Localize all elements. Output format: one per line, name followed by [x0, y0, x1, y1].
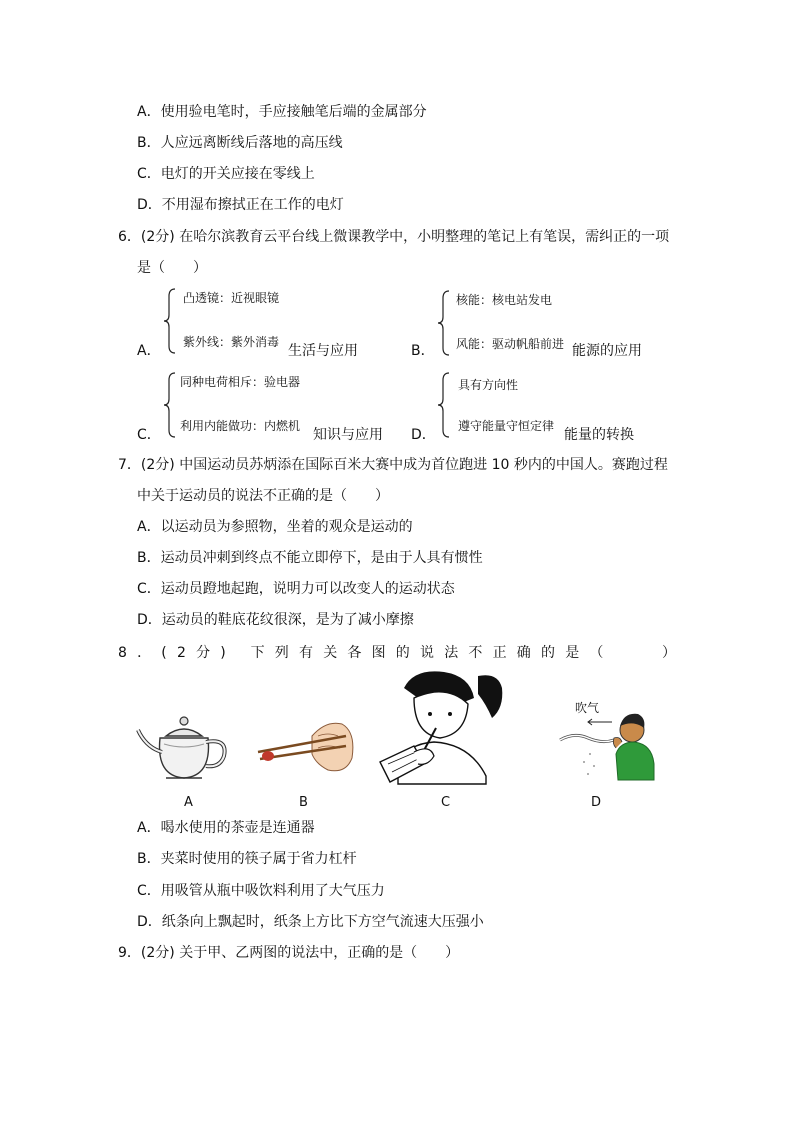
- figure-caption-b: B: [299, 795, 308, 810]
- boy-blowing-icon: [554, 700, 658, 784]
- q6-option-b-item2: 风能：驱动帆船前进: [456, 337, 565, 351]
- brace-icon: [437, 290, 451, 356]
- girl-drinking-icon: [374, 668, 510, 788]
- q7-stem-line1: 7．(2分) 中国运动员苏炳添在国际百米大赛中成为首位跑进 10 秒内的中国人。赛跑过程: [118, 457, 668, 473]
- q6-option-c-label: C．: [137, 427, 161, 443]
- q8-option-b: B．夹菜时使用的筷子属于省力杠杆: [137, 851, 357, 867]
- figure-caption-c: C: [441, 795, 451, 810]
- q8-option-c: C．用吸管从瓶中吸饮料利用了大气压力: [137, 883, 385, 899]
- q7-option-a: A．以运动员为参照物，坐着的观众是运动的: [137, 519, 413, 535]
- q7-option-d: D．运动员的鞋底花纹很深，是为了减小摩擦: [137, 612, 414, 628]
- brace-icon: [163, 372, 177, 438]
- q6-option-d-label: D．: [411, 427, 436, 443]
- q8-option-a: A．喝水使用的茶壶是连通器: [137, 820, 315, 836]
- q6-option-a-topic: 生活与应用: [288, 343, 358, 359]
- q6-option-c-topic: 知识与应用: [313, 427, 383, 443]
- teapot-icon: [136, 708, 232, 784]
- q6-option-d-topic: 能量的转换: [564, 427, 634, 443]
- figure-caption-d: D: [591, 795, 602, 810]
- brace-icon: [163, 288, 177, 354]
- q6-option-b-item1: 核能：核电站发电: [456, 293, 553, 307]
- brace-icon: [437, 372, 451, 438]
- q6-option-d-item1: 具有方向性: [458, 378, 519, 392]
- q6-option-d-item2: 遵守能量守恒定律: [458, 419, 555, 433]
- q9-stem: 9．(2分) 关于甲、乙两图的说法中，正确的是（ ）: [118, 945, 460, 961]
- q6-option-b-topic: 能源的应用: [572, 343, 642, 359]
- q7-stem-line2: 中关于运动员的说法不正确的是（ ）: [137, 488, 389, 504]
- q8-stem: 8．(2分) 下列有关各图的说法不正确的是（ ）: [118, 645, 687, 661]
- q8-option-d: D．纸条向上飘起时，纸条上方比下方空气流速大压强小: [137, 914, 484, 930]
- q6-option-b-label: B．: [411, 343, 435, 359]
- q5-option-b: B．人应远离断线后落地的高压线: [137, 135, 343, 151]
- q6-option-c-item1: 同种电荷相斥：验电器: [180, 375, 301, 389]
- q6-option-a-label: A．: [137, 343, 161, 359]
- q6-option-a-item1: 凸透镜：近视眼镜: [183, 291, 280, 305]
- q6-option-a-item2: 紫外线：紫外消毒: [183, 335, 280, 349]
- q7-option-c: C．运动员蹬地起跑，说明力可以改变人的运动状态: [137, 581, 455, 597]
- blow-label: 吹气: [575, 701, 600, 715]
- q6-option-c-item2: 利用内能做功：内燃机: [180, 419, 301, 433]
- q6-stem-line1: 6．(2分) 在哈尔滨教育云平台线上微课教学中，小明整理的笔记上有笔误，需纠正的一项: [118, 229, 670, 245]
- q6-stem-line2: 是（ ）: [137, 260, 207, 276]
- figure-caption-a: A: [184, 795, 193, 810]
- q7-option-b: B．运动员冲刺到终点不能立即停下，是由于人具有惯性: [137, 550, 483, 566]
- chopsticks-icon: [256, 714, 356, 776]
- q5-option-a: A．使用验电笔时，手应接触笔后端的金属部分: [137, 104, 427, 120]
- q5-option-c: C．电灯的开关应接在零线上: [137, 166, 315, 182]
- q5-option-d: D．不用湿布擦拭正在工作的电灯: [137, 197, 344, 213]
